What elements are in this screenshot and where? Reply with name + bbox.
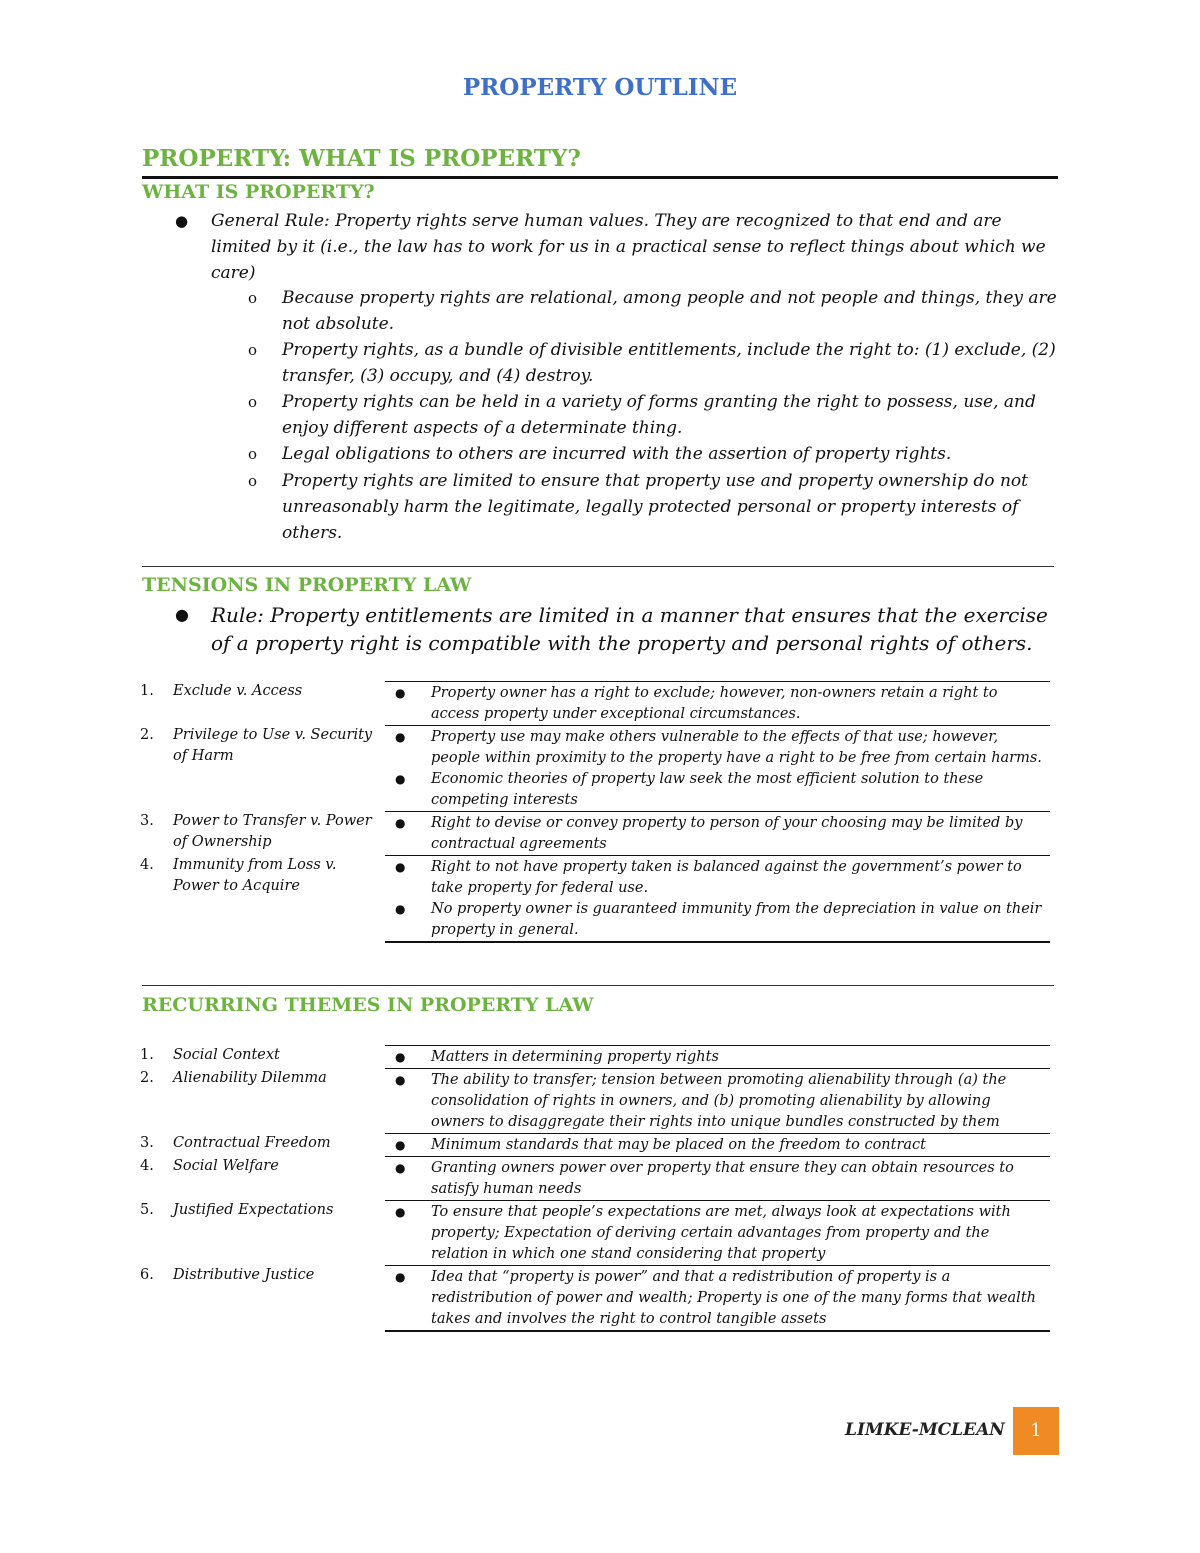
row-term: Justified Expectations (173, 1202, 334, 1218)
description-point: ● Minimum standards that may be placed on the freedom to contract (385, 1135, 1050, 1156)
row-number: 4. (140, 1158, 154, 1174)
footer-author: LIMKE-MCLEAN (845, 1420, 1005, 1440)
circle-bullet-icon: o (248, 393, 258, 411)
row-description (385, 855, 1050, 943)
bullet-icon: ● (395, 1161, 406, 1175)
row-description (385, 681, 1050, 725)
bullet-icon: ● (395, 1073, 406, 1087)
circle-bullet-icon: o (248, 472, 258, 490)
circle-bullet-icon: o (248, 289, 258, 307)
subpoint-item (248, 468, 1058, 546)
subpoint-item (248, 337, 1058, 389)
table-row (140, 1068, 1050, 1133)
bullet-icon: ● (395, 1270, 406, 1284)
row-description (385, 1068, 1050, 1133)
subpoint-item (248, 285, 1058, 337)
subheading-tensions: TENSIONS IN PROPERTY LAW (142, 574, 472, 596)
row-description (385, 811, 1050, 855)
subpoint-text: Property rights are limited to ensure that property use and property ownership do not unreasonably harm the legitimate, legally protected personal or property interests of others. (282, 471, 1028, 543)
description-point: ● No property owner is guaranteed immunity from the depreciation in value on their property in general. (395, 901, 1042, 938)
subpoint-text: Property rights can be held in a variety of forms granting the right to possess, use, and enjoy different aspects of a determinate thing. (282, 392, 1036, 438)
description-point: ● Idea that “property is power” and that a redistribution of property is a redistribution of power and wealth; Property is one of the many forms that wealth takes and involves the right to control tangible assets (395, 1269, 1036, 1327)
row-description (385, 1265, 1050, 1332)
row-description (385, 1045, 1050, 1068)
table-row (140, 1133, 1050, 1156)
row-term: Social Context (173, 1047, 280, 1063)
table-row (140, 725, 1050, 811)
general-rule-text: General Rule: Property rights serve human values. They are recognized to that end and are limited by it (i.e., the law has to work for us in a practical sense to reflect things about which we care) (211, 211, 1046, 283)
row-number: 5. (140, 1202, 154, 1218)
section-heading-what-is-property: PROPERTY: WHAT IS PROPERTY? (142, 145, 1058, 179)
bullet-icon: ● (395, 860, 406, 874)
description-point: ● Granting owners power over property that ensure they can obtain resources to satisfy human needs (395, 1160, 1014, 1197)
bullet-icon: ● (395, 730, 406, 744)
tensions-table (140, 681, 1050, 943)
bullet-icon: ● (395, 1205, 406, 1219)
tensions-rule-item (175, 601, 1065, 657)
bullet-icon: ● (395, 1050, 406, 1064)
row-number: 1. (140, 1047, 154, 1063)
row-description (385, 1200, 1050, 1265)
subheading-what-is-property: WHAT IS PROPERTY? (142, 181, 375, 203)
subpoint-text: Property rights, as a bundle of divisible entitlements, include the right to: (1) exclude, (2) transfer, (3) occupy, and (4) destroy. (282, 340, 1056, 386)
table-row (140, 1265, 1050, 1332)
bullet-icon: ● (395, 902, 406, 916)
section-divider (142, 985, 1054, 986)
row-term: Power to Transfer v. Power of Ownership (173, 813, 372, 850)
row-term: Social Welfare (173, 1158, 279, 1174)
description-point: ● Economic theories of property law seek the most efficient solution to these competing interests (395, 771, 984, 808)
row-number: 2. (140, 727, 154, 743)
document-title: PROPERTY OUTLINE (462, 74, 738, 101)
bullet-icon: ● (175, 605, 189, 624)
row-term: Contractual Freedom (173, 1135, 331, 1151)
subpoint-item (248, 389, 1058, 441)
table-row (140, 1045, 1050, 1068)
bullet-icon: ● (395, 686, 406, 700)
row-number: 4. (140, 857, 154, 873)
row-number: 6. (140, 1267, 154, 1283)
description-point: ● Matters in determining property rights (385, 1047, 1050, 1068)
row-description (385, 1133, 1050, 1156)
table-row (140, 1156, 1050, 1200)
bullet-icon: ● (175, 212, 189, 230)
themes-table (140, 1045, 1050, 1332)
table-row (140, 681, 1050, 725)
table-row (140, 855, 1050, 943)
tensions-rule-text: Rule: Property entitlements are limited in a manner that ensures that the exercise of a property right is compatible with the property and personal rights of others. (211, 603, 1048, 655)
description-point: ● The ability to transfer; tension between promoting alienability through (a) the consolidation of rights in owners, and (b) promoting alienability by allowing owners to disaggregate their rights into unique bundles constructed by them (395, 1072, 1007, 1130)
row-term: Exclude v. Access (173, 683, 303, 699)
row-term: Distributive Justice (173, 1267, 315, 1283)
table-row (140, 1200, 1050, 1265)
description-point: ● Property use may make others vulnerable to the effects of that use; however, people within proximity to the property have a right to be free from certain harms. (395, 729, 1042, 766)
row-number: 3. (140, 813, 154, 829)
subpoint-item (248, 441, 1058, 467)
description-point: ● Right to devise or convey property to person of your choosing may be limited by contractual agreements (395, 815, 1023, 852)
row-term: Immunity from Loss v. Power to Acquire (173, 857, 337, 894)
row-number: 1. (140, 683, 154, 699)
bullet-icon: ● (395, 772, 406, 786)
table-row (140, 811, 1050, 855)
row-term: Alienability Dilemma (173, 1070, 327, 1086)
description-point: ● Right to not have property taken is balanced against the government’s power to take property for federal use. (395, 859, 1022, 896)
subheading-recurring-themes: RECURRING THEMES IN PROPERTY LAW (142, 994, 594, 1016)
row-number: 2. (140, 1070, 154, 1086)
circle-bullet-icon: o (248, 445, 258, 463)
row-term: Privilege to Use v. Security of Harm (173, 727, 373, 764)
circle-bullet-icon: o (248, 341, 258, 359)
row-number: 3. (140, 1135, 154, 1151)
page-number-badge: 1 (1013, 1407, 1059, 1455)
general-rule-item (175, 208, 1055, 286)
subpoint-text: Legal obligations to others are incurred with the assertion of property rights. (282, 444, 952, 464)
section-divider (142, 566, 1054, 567)
description-point: ● Property owner has a right to exclude; however, non-owners retain a right to access property under exceptional circumstances. (395, 685, 998, 722)
bullet-icon: ● (395, 816, 406, 830)
row-description (385, 1156, 1050, 1200)
description-point: ● To ensure that people’s expectations are met, always look at expectations with property; Expectation of deriving certain advantages from property and the relation in which one stand considering that property (395, 1204, 1011, 1262)
row-description (385, 725, 1050, 811)
subpoint-text: Because property rights are relational, among people and not people and things, they are not absolute. (282, 288, 1057, 334)
bullet-icon: ● (395, 1138, 406, 1152)
